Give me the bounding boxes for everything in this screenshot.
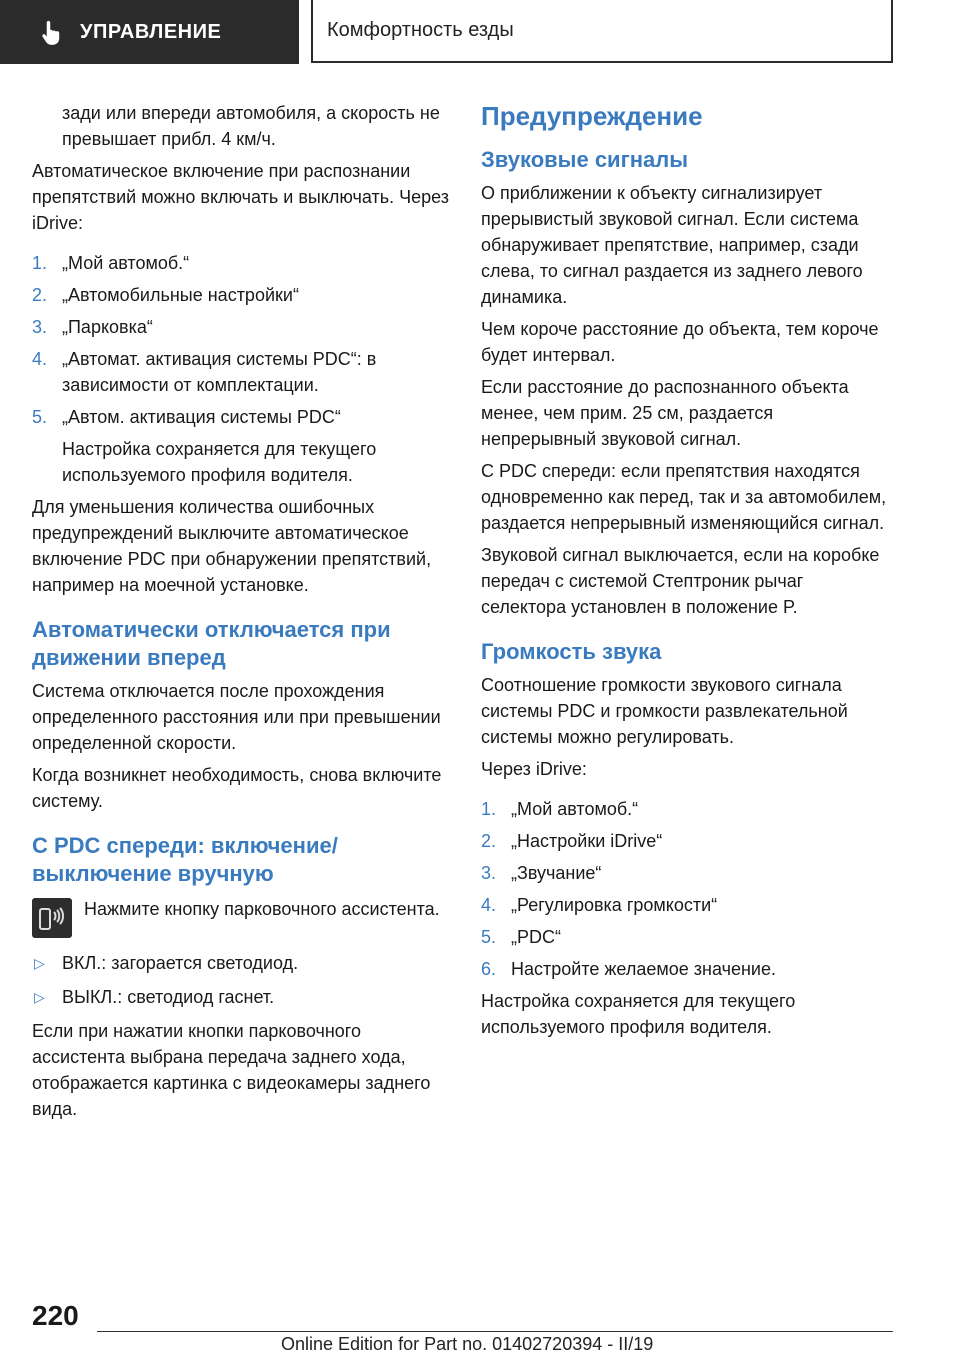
step-text: „Мой автомоб.“ — [62, 253, 190, 273]
signals-paragraph-2: Чем короче расстояние до объекта, тем короче будет интервал. — [481, 319, 879, 365]
saved-note: Настройка сохраняется для текущего используемого профиля водителя. — [62, 439, 377, 485]
list-item — [32, 282, 450, 308]
pdc-button-icon — [32, 898, 72, 938]
footer-divider — [97, 1331, 893, 1332]
pdc-button-instruction — [32, 896, 450, 938]
page-number: 220 — [32, 1300, 79, 1331]
auto-off-paragraph-1: Система отключается после прохождения определенного расстояния или при превышении определенной скорости. — [32, 681, 441, 753]
step-text: „Настройки iDrive“ — [511, 831, 663, 851]
edition-text: Online Edition for Part no. 01402720394 - II/19 — [281, 1334, 654, 1354]
heading-volume: Громкость звука — [481, 639, 662, 664]
bullet-text: ВЫКЛ.: светодиод гаснет. — [62, 987, 275, 1007]
step-text: „Автом. активация системы PDC“ — [62, 407, 341, 427]
list-item — [481, 956, 893, 982]
pointing-hand-icon — [38, 18, 66, 46]
chapter-tab — [311, 0, 893, 63]
bullet-text: ВКЛ.: загорается светодиод. — [62, 953, 299, 973]
step-text: „Звучание“ — [511, 863, 602, 883]
step-text: „Мой автомоб.“ — [511, 799, 639, 819]
step-number: 2. — [481, 831, 497, 851]
press-button-text: Нажмите кнопку парковочного ассистента. — [84, 899, 440, 919]
reverse-gear-note: Если при нажатии кнопки парковочного ассистента выбрана передача заднего хода, отображается картинка с видеокамеры заднего вида. — [32, 1021, 431, 1119]
list-item — [481, 828, 893, 854]
left-column — [32, 100, 450, 1128]
page-header — [0, 0, 960, 66]
list-item — [32, 404, 450, 430]
heading-front-manual: С PDC спереди: включение/выключение вручную — [32, 833, 338, 886]
triangle-bullet-icon: ▷ — [34, 955, 45, 971]
left-steps-list — [32, 250, 450, 430]
heading-auto-off: Автоматически отключается при движении вперед — [32, 617, 391, 670]
right-steps-list — [481, 796, 893, 982]
heading-signals: Звуковые сигналы — [481, 147, 689, 172]
list-item — [32, 250, 450, 276]
volume-paragraph-2: Через iDrive: — [481, 759, 587, 779]
list-item — [32, 984, 450, 1010]
list-item — [32, 314, 450, 340]
auto-off-paragraph-2: Когда возникнет необходимость, снова включите систему. — [32, 765, 442, 811]
signals-paragraph-3: Если расстояние до распознанного объекта менее, чем прим. 25 см, раздается непрерывный звуковой сигнал. — [481, 377, 849, 449]
list-item — [32, 346, 450, 398]
reduce-warnings-note: Для уменьшения количества ошибочных предупреждений выключите автоматическое включение PDC при обнаружении препятствий, например на моечной установке. — [32, 497, 432, 595]
step-number: 5. — [481, 927, 497, 947]
step-number: 3. — [481, 863, 497, 883]
step-number: 1. — [32, 253, 48, 273]
step-text: „Регулировка громкости“ — [511, 895, 718, 915]
signals-paragraph-1: О приближении к объекту сигнализирует прерывистый звуковой сигнал. Если система обнаруживает препятствие, например, сзади слева, то сигнал раздается из заднего левого динамика. — [481, 183, 863, 307]
step-number: 4. — [481, 895, 497, 915]
list-item — [32, 950, 450, 976]
step-number: 1. — [481, 799, 497, 819]
parking-sensor-icon — [37, 903, 67, 933]
volume-saved-note: Настройка сохраняется для текущего используемого профиля водителя. — [481, 991, 796, 1037]
step-text: „Парковка“ — [62, 317, 153, 337]
signals-paragraph-4: С PDC спереди: если препятствия находятся одновременно как перед, так и за автомобилем, раздается непрерывный изменяющийся сигнал. — [481, 461, 887, 533]
step-text: „Автомобильные настройки“ — [62, 285, 299, 305]
step-number: 2. — [32, 285, 48, 305]
list-item — [481, 860, 893, 886]
list-item — [481, 796, 893, 822]
step-number: 3. — [32, 317, 48, 337]
signals-paragraph-5: Звуковой сигнал выключается, если на коробке передач с системой Стептроник рычаг селектора установлен в положение P. — [481, 545, 880, 617]
triangle-bullet-icon: ▷ — [34, 989, 45, 1005]
heading-warning: Предупреждение — [481, 101, 703, 131]
list-item — [481, 924, 893, 950]
step-number: 5. — [32, 407, 48, 427]
section-tab-label: УПРАВЛЕНИЕ — [80, 20, 222, 43]
section-tab — [0, 0, 299, 64]
list-item — [481, 892, 893, 918]
step-text: Настройте желаемое значение. — [511, 959, 776, 979]
step-text: „PDC“ — [511, 927, 561, 947]
auto-on-paragraph: Автоматическое включение при распознании препятствий можно включать и выключать. Через iDrive: — [32, 161, 450, 233]
step-number: 6. — [481, 959, 497, 979]
step-number: 4. — [32, 349, 48, 369]
led-bullets — [32, 950, 450, 1010]
step-text: „Автомат. активация системы PDC“: в зависимости от комплектации. — [62, 349, 377, 395]
right-column — [481, 100, 893, 1046]
chapter-tab-label: Комфортность езды — [327, 19, 514, 41]
volume-paragraph-1: Соотношение громкости звукового сигнала системы PDC и громкости развлекательной системы можно регулировать. — [481, 675, 848, 747]
intro-continuation: зади или впереди автомобиля, а скорость не превышает прибл. 4 км/ч. — [62, 103, 440, 149]
